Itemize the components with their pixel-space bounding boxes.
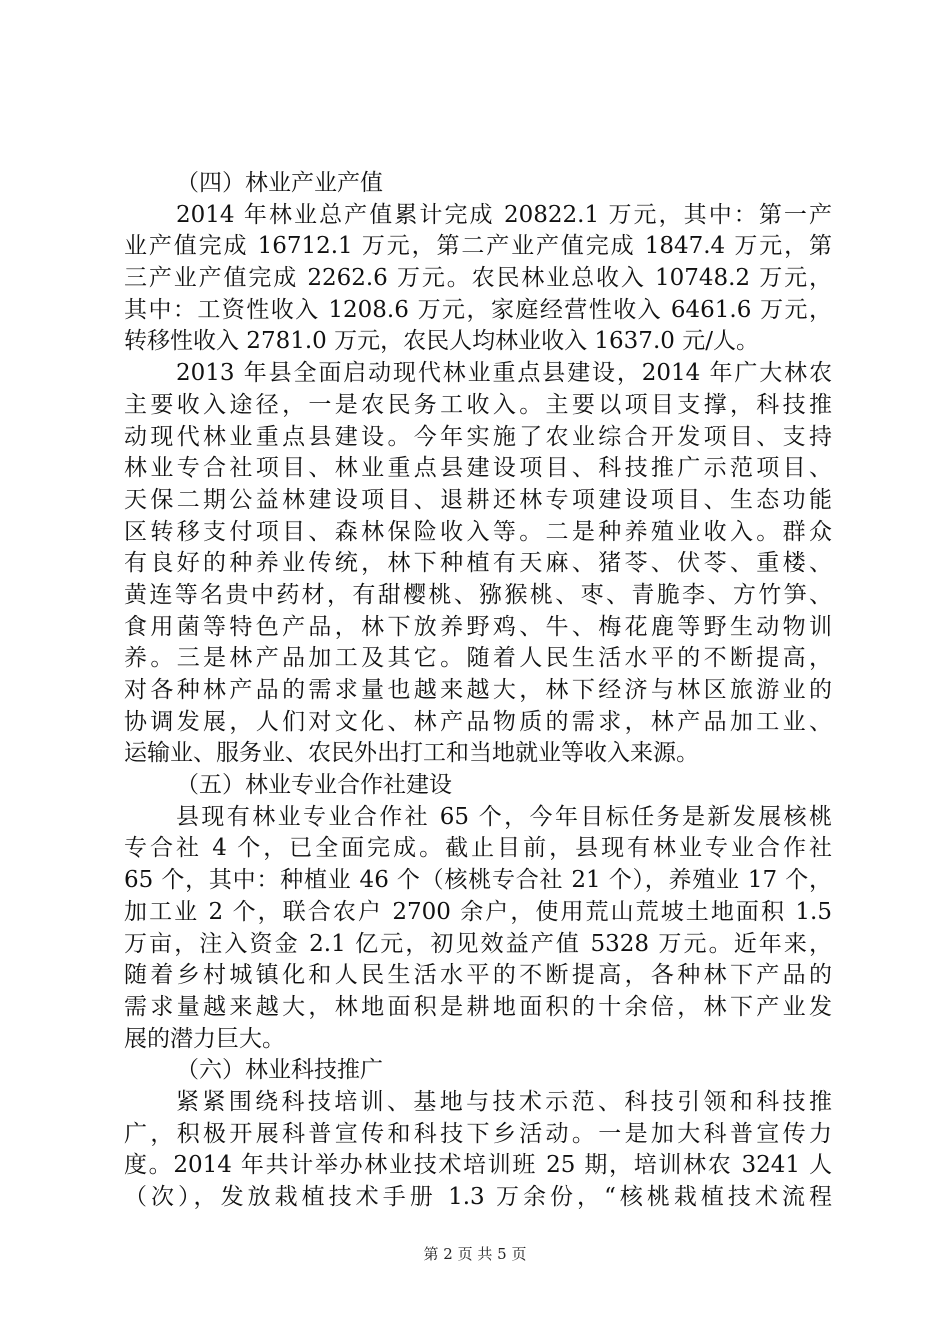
text-line: （六）林业科技推广 (176, 1057, 383, 1084)
text-line: 主要收入途径，一是农民务工收入。主要以项目支撑，科技推 (124, 391, 832, 418)
text-line: 县现有林业专业合作社 65 个，今年目标任务是新发展核桃 (176, 803, 832, 830)
text-line: 食用菌等特色产品，林下放养野鸡、牛、梅花鹿等野生动物训 (124, 613, 832, 640)
text-line: 2013 年县全面启动现代林业重点县建设，2014 年广大林农 (176, 360, 832, 387)
text-line: 黄连等名贵中药材，有甜樱桃、猕猴桃、枣、青脆李、方竹笋、 (124, 581, 832, 608)
text-line: 广，积极开展科普宣传和科技下乡活动。一是加大科普宣传力 (124, 1120, 832, 1147)
text-line: 动现代林业重点县建设。今年实施了农业综合开发项目、支持 (124, 423, 832, 450)
text-line: （五）林业专业合作社建设 (176, 772, 452, 799)
document-body (124, 168, 832, 1214)
text-line: 区转移支付项目、森林保险收入等。二是种养殖业收入。群众 (124, 518, 832, 545)
text-line: 2014 年林业总产值累计完成 20822.1 万元，其中：第一产 (176, 201, 832, 228)
text-line: 三产业产值完成 2262.6 万元。农民林业总收入 10748.2 万元， (124, 265, 832, 292)
text-line: 展的潜力巨大。 (124, 1025, 285, 1052)
text-line: 运输业、服务业、农民外出打工和当地就业等收入来源。 (124, 740, 699, 767)
text-line: 林业专合社项目、林业重点县建设项目、科技推广示范项目、 (124, 455, 832, 482)
text-line: 度。2014 年共计举办林业技术培训班 25 期，培训林农 3241 人 (124, 1152, 832, 1179)
page-footer: 第 2 页 共 5 页 (423, 1245, 527, 1263)
text-line: 养。三是林产品加工及其它。随着人民生活水平的不断提高， (124, 645, 832, 672)
text-line: 紧紧围绕科技培训、基地与技术示范、科技引领和科技推 (176, 1088, 832, 1115)
text-line: 对各种林产品的需求量也越来越大，林下经济与林区旅游业的 (124, 677, 832, 703)
text-line: 其中：工资性收入 1208.6 万元，家庭经营性收入 6461.6 万元， (124, 296, 832, 323)
text-line: 转移性收入 2781.0 万元，农民人均林业收入 1637.0 元/人。 (124, 328, 759, 355)
text-line: 65 个，其中：种植业 46 个（核桃专合社 21 个），养殖业 17 个， (124, 867, 832, 894)
text-line: 有良好的种养业传统，林下种植有天麻、猪苓、伏苓、重楼、 (124, 550, 832, 577)
text-line: 万亩，注入资金 2.1 亿元，初见效益产值 5328 万元。近年来， (124, 930, 832, 957)
text-line: 随着乡村城镇化和人民生活水平的不断提高，各种林下产品的 (124, 962, 832, 989)
text-line: 协调发展，人们对文化、林产品物质的需求，林产品加工业、 (124, 708, 832, 735)
text-line: 加工业 2 个，联合农户 2700 余户，使用荒山荒坡土地面积 1.5 (124, 898, 832, 925)
text-line: （次），发放栽植技术手册 1.3 万余份，“核桃栽植技术流程 (124, 1184, 832, 1210)
text-line: 需求量越来越大，林地面积是耕地面积的十余倍，林下产业发 (124, 993, 832, 1020)
text-line: 业产值完成 16712.1 万元，第二产业产值完成 1847.4 万元，第 (124, 233, 832, 260)
text-line: 天保二期公益林建设项目、退耕还林专项建设项目、生态功能 (124, 486, 832, 513)
text-line: （四）林业产业产值 (176, 170, 383, 196)
text-line: 专合社 4 个，已全面完成。截止目前，县现有林业专业合作社 (124, 835, 832, 862)
